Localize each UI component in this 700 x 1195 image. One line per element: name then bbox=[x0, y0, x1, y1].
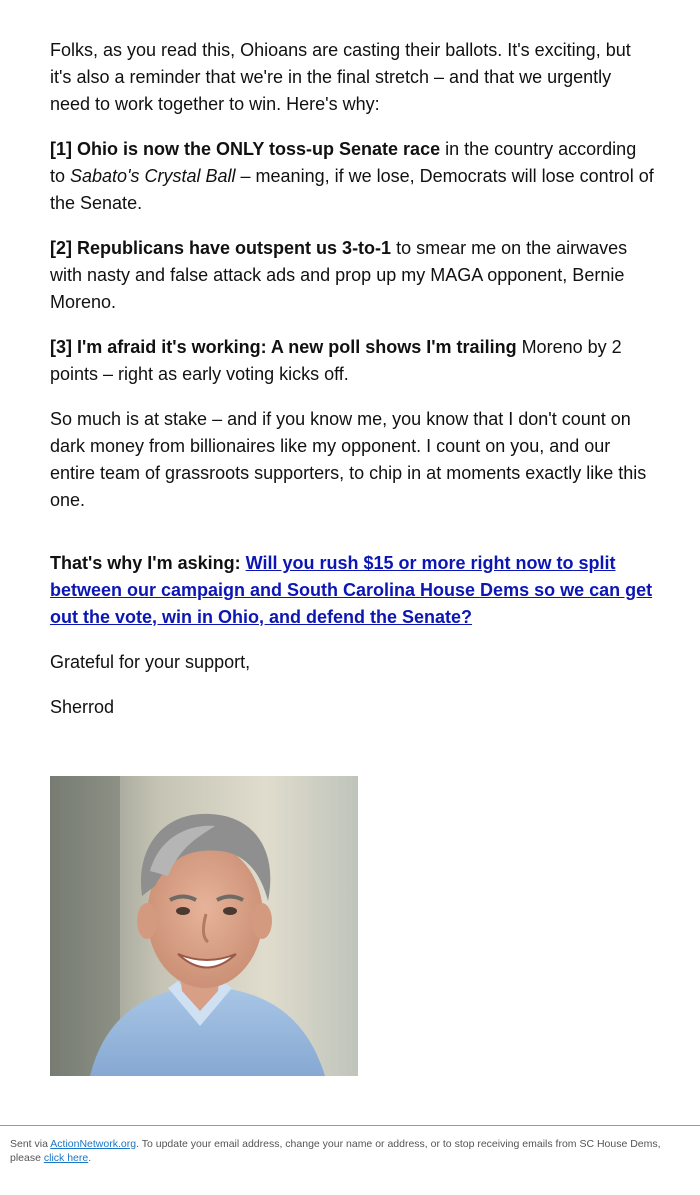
donate-link[interactable]: Will you rush $15 or more right now to split between our campaign and South Carolina House Dems so we can get out the vote, win in Ohio, and defend the Senate? bbox=[50, 553, 653, 627]
portrait-photo bbox=[50, 776, 358, 1076]
point-three-paragraph: [3] I'm afraid it's working: A new poll shows I'm trailing Moreno by 2 points – right as early voting kicks off. bbox=[50, 337, 622, 384]
footer-divider bbox=[0, 1125, 700, 1126]
intro-paragraph: Folks, as you read this, Ohioans are casting their ballots. It's exciting, but it's also a reminder that we're in the final stretch – and that we urgently need to work together to win. Here's why: bbox=[50, 40, 631, 114]
point-one-bold: [1] Ohio is now the ONLY toss-up Senate race bbox=[50, 139, 441, 159]
actionnetwork-link[interactable]: ActionNetwork.org bbox=[50, 1138, 137, 1150]
point-two-paragraph: [2] Republicans have outspent us 3-to-1 to smear me on the airwaves with nasty and false attack ads and prop up my MAGA opponent, Bernie Moreno. bbox=[50, 238, 628, 312]
portrait-photo-icon bbox=[50, 776, 358, 1076]
publication-name: Sabato's Crystal Ball bbox=[70, 166, 236, 186]
point-two-bold: [2] Republicans have outspent us 3-to-1 bbox=[50, 238, 392, 258]
footer: Sent via ActionNetwork.org. To update your email address, change your name or address, or to stop receiving emails from SC House Dems, please click here. bbox=[10, 1138, 661, 1164]
point-one-paragraph: [1] Ohio is now the ONLY toss-up Senate race in the country according to Sabato's Crystal Ball – meaning, if we lose, Democrats will lose control of the Senate. bbox=[50, 139, 654, 213]
stakes-paragraph: So much is at stake – and if you know me, you know that I don't count on dark money from billionaires like my opponent. I count on you, and our entire team of grassroots supporters, to chip in at moments exactly like this one. bbox=[50, 409, 647, 510]
ask-paragraph bbox=[50, 550, 655, 631]
closing-line: Grateful for your support, bbox=[50, 652, 251, 672]
unsubscribe-link[interactable]: click here bbox=[43, 1152, 89, 1164]
email-body bbox=[50, 37, 655, 739]
point-three-bold: [3] I'm afraid it's working: A new poll shows I'm trailing bbox=[50, 337, 517, 357]
ask-bold: That's why I'm asking: bbox=[50, 553, 241, 573]
signature: Sherrod bbox=[50, 697, 115, 717]
